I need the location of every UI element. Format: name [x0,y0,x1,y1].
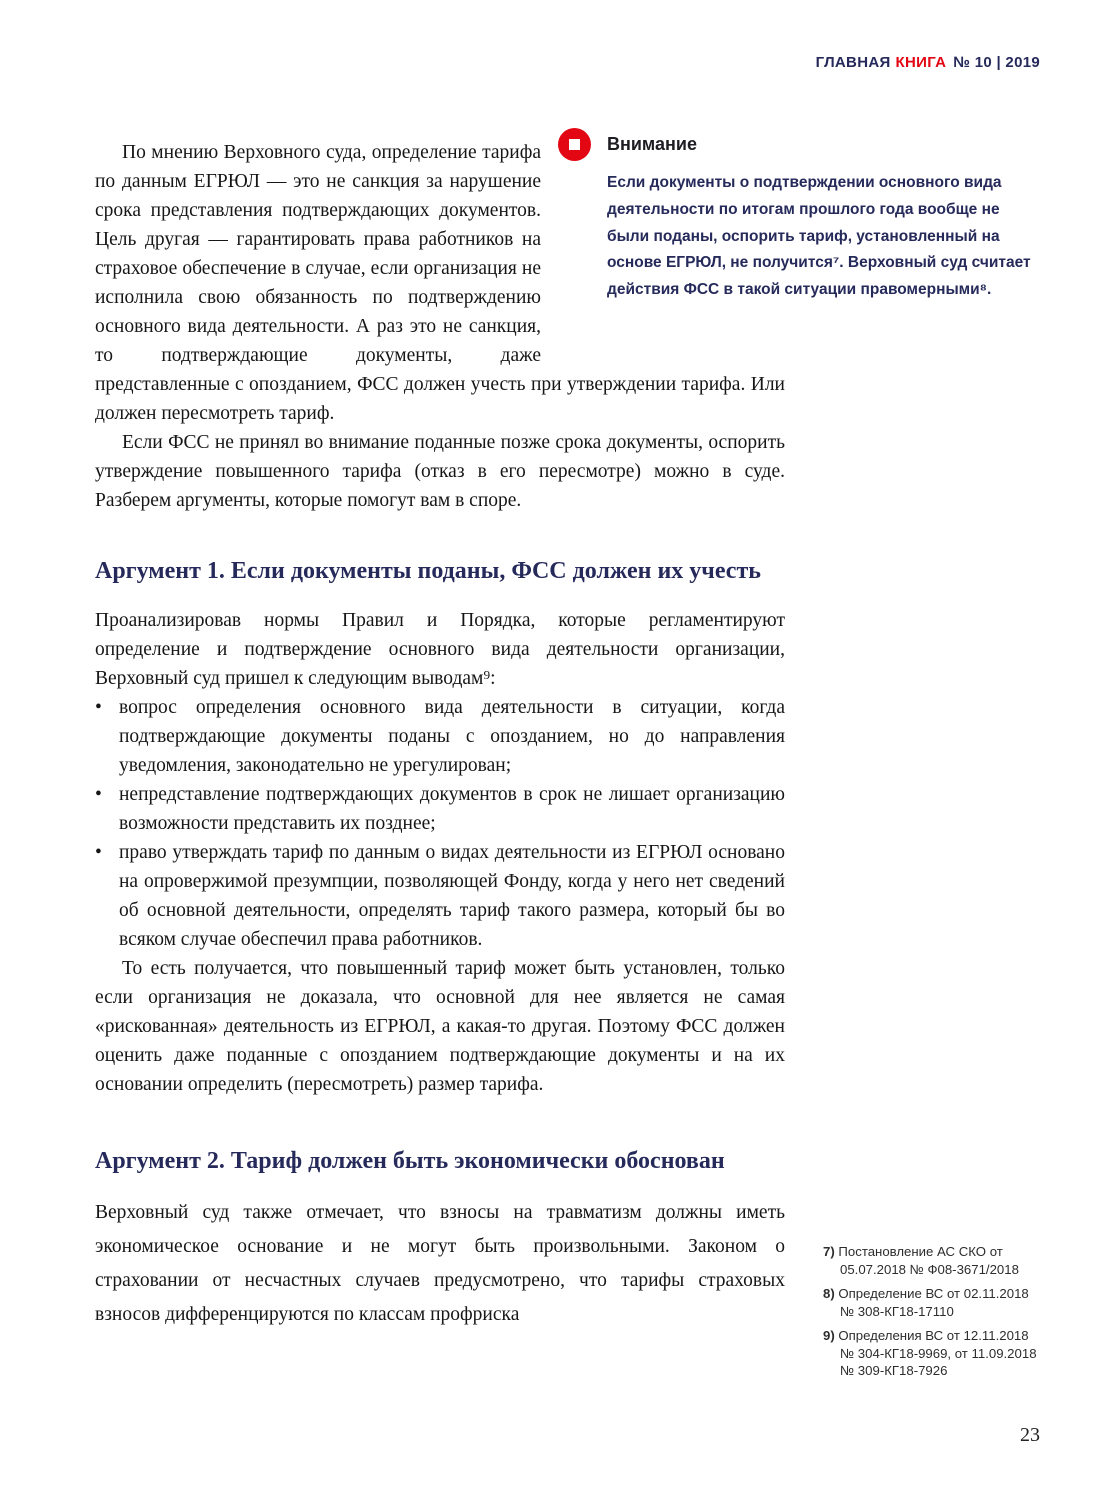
bullet-item [95,838,785,954]
attention-wrap-spacer [541,138,785,370]
paragraph-4: То есть получается, что повышенный тариф может быть установлен, только если организация не доказала, что основной для нее является не самая «рискованная» деятельность из ЕГРЮЛ, а какая-то другая. Поэтому ФСС должен оценить даже поданные с опозданием подтверждающие документы и на их основании определить (пересмотреть) размер тарифа. [95,958,785,1095]
footnotes [823,1243,1043,1387]
page-header [816,54,1040,71]
bullet-text: право утверждать тариф по данным о видах деятельности из ЕГРЮЛ основано на опровержимой презумпции, позволяющей Фонду, когда у него нет сведений об основной деятельности, определять тариф такого размера, который бы во всяком случае обеспечил права работников. [119,842,785,950]
bullet-marker: • [95,697,102,718]
paragraph-2: Если ФСС не принял во внимание поданные позже срока документы, оспорить утверждение повышенного тарифа (отказ в его пересмотре) можно в суде. Разберем аргументы, которые помогут вам в споре. [95,432,785,511]
bullet-list [95,693,785,954]
issue-number: № 10 | 2019 [953,54,1040,71]
footnote-text: Определения ВС от 12.11.2018 № 304-КГ18-9969, от 11.09.2018 № 309-КГ18-7926 [838,1328,1037,1378]
attention-body: Если документы о подтверждении основного вида деятельности по итогам прошлого года вообще не были поданы, оспорить тариф, установленный на основе ЕГРЮЛ, не получится⁷. Верховный суд считает действия ФСС в такой ситуации правомерными⁸. [607,174,1031,299]
footnote [823,1243,1043,1278]
footnote [823,1285,1043,1320]
heading-argument-2: Аргумент 2. Тариф должен быть экономически обоснован [95,1148,725,1174]
main-column [95,138,785,1332]
paragraph-3: Проанализировав нормы Правил и Порядка, которые регламентируют определение и подтверждение основного вида деятельности организации, Верховный суд пришел к следующим выводам⁹: [95,610,785,689]
bullet-item [95,693,785,780]
bullet-item [95,780,785,838]
brand-kniga: КНИГА [895,54,947,71]
brand-glavnaya: ГЛАВНАЯ [815,54,891,71]
attention-title: Внимание [607,134,697,154]
bullet-marker: • [95,784,102,805]
footnote-text: Постановление АС СКО от 05.07.2018 № Ф08-3671/2018 [838,1244,1019,1277]
bullet-marker: • [95,842,102,863]
footnote-number: 7) [823,1244,835,1259]
bullet-text: вопрос определения основного вида деятельности в ситуации, когда подтверждающие документы поданы с опозданием, но до направления уведомления, законодательно не урегулирован; [119,697,785,776]
footnote-text: Определение ВС от 02.11.2018 № 308-КГ18-17110 [838,1286,1029,1319]
paragraph-5: Верховный суд также отмечает, что взносы на травматизм должны иметь экономическое основание и не могут быть произвольными. Законом о страховании от несчастных случаев предусмотрено, что тарифы страховых взносов дифференцируются по классам профриска [95,1202,785,1325]
page-number: 23 [1020,1424,1040,1446]
paragraph-1: По мнению Верховного суда, определение тарифа по данным ЕГРЮЛ — это не санкция за нарушение срока представления подтверждающих документов. Цель другая — гарантировать права работников на страховое обеспечение в случае, если организация не исполнила свою обязанность по подтверждению основного вида деятельности. А раз это не санкция, то подтверждающие документы, даже представленные с опозданием, ФСС должен учесть при утверждении тарифа. Или должен пересмотреть тариф. [95,142,785,424]
bullet-text: непредставление подтверждающих документов в срок не лишает организацию возможности представить их позднее; [119,784,785,834]
footnote-number: 9) [823,1328,835,1343]
footnote [823,1327,1043,1380]
heading-argument-1: Аргумент 1. Если документы поданы, ФСС должен их учесть [95,558,761,584]
footnote-number: 8) [823,1286,835,1301]
